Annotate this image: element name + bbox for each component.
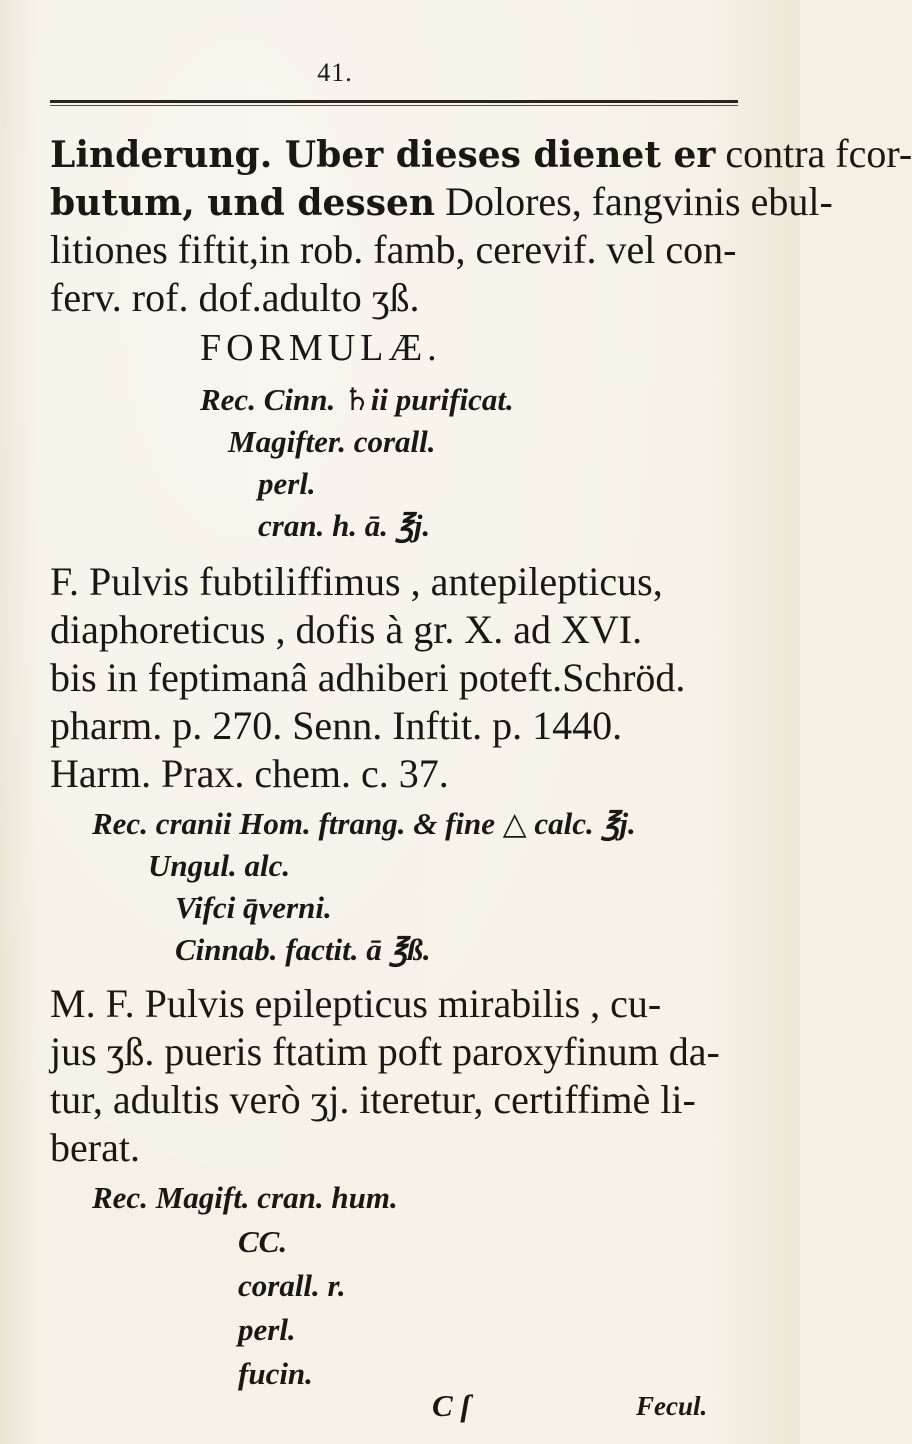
body3-line-1: M. F. Pulvis epilepticus mirabilis , cu- (50, 981, 662, 1026)
recipe2-line-4: Cinnab. factit. ā ℥ß. (175, 932, 431, 967)
latin-text-3: litiones fiftit,in rob. famb, cerevif. vel con- (50, 227, 737, 272)
body2-line-1: F. Pulvis fubtiliffimus , antepilepticus, (50, 559, 663, 604)
body-line-2 (50, 180, 833, 225)
header-rule (50, 100, 738, 106)
recipe2-line-3: Vifci q̄verni. (175, 890, 332, 925)
page-number: 41. (317, 58, 353, 87)
recipe3-line-5: fucin. (238, 1356, 313, 1391)
recipe2-line-1: Rec. cranii Hom. ftrang. & fine △ calc. ℥j. (92, 806, 636, 841)
body3-line-3: tur, adultis verò ʒj. iteretur, certiffimè li- (50, 1077, 696, 1122)
latin-text-1: contra fcor- (715, 131, 912, 176)
body-line-1 (50, 132, 912, 177)
catchword-left: C ſ (432, 1388, 471, 1423)
recipe1-line-1: Rec. Cinn. ♄ii purificat. (200, 382, 514, 417)
recipe2-line-2: Ungul. alc. (148, 848, 291, 883)
fraktur-text-2: butum, und dessen (50, 182, 436, 224)
body2-line-2: diaphoreticus , dofis à gr. X. ad XVI. (50, 607, 643, 652)
latin-text-2: Dolores, fangvinis ebul- (435, 179, 833, 224)
formulae-heading: FORMULÆ. (200, 327, 442, 369)
body-line-4 (50, 276, 420, 320)
body2-line-5: Harm. Prax. chem. c. 37. (50, 751, 449, 796)
body3-line-2: jus ʒß. pueris ftatim poft paroxyfinum da- (50, 1029, 720, 1074)
latin-text-4: ferv. rof. dof.adulto ʒß. (50, 275, 420, 320)
recipe3-line-3: corall. r. (238, 1268, 346, 1303)
recipe1-line-2: Magifter. corall. (228, 424, 436, 459)
body3-line-4: berat. (50, 1125, 140, 1170)
catchword-right: Fecul. (636, 1391, 708, 1421)
recipe1-line-4: cran. h. ā. ℥j. (258, 508, 431, 543)
fraktur-text-1: Linderung. Uber dieses dienet er (50, 134, 716, 176)
recipe3-line-4: perl. (238, 1312, 296, 1347)
recipe1-line-3: perl. (258, 466, 316, 501)
body2-line-3: bis in feptimanâ adhiberi poteft.Schröd. (50, 655, 686, 700)
body-line-3 (50, 228, 736, 272)
body2-line-4: pharm. p. 270. Senn. Inftit. p. 1440. (50, 703, 623, 748)
recipe3-line-2: CC. (238, 1224, 288, 1259)
recipe3-line-1: Rec. Magift. cran. hum. (92, 1180, 398, 1215)
